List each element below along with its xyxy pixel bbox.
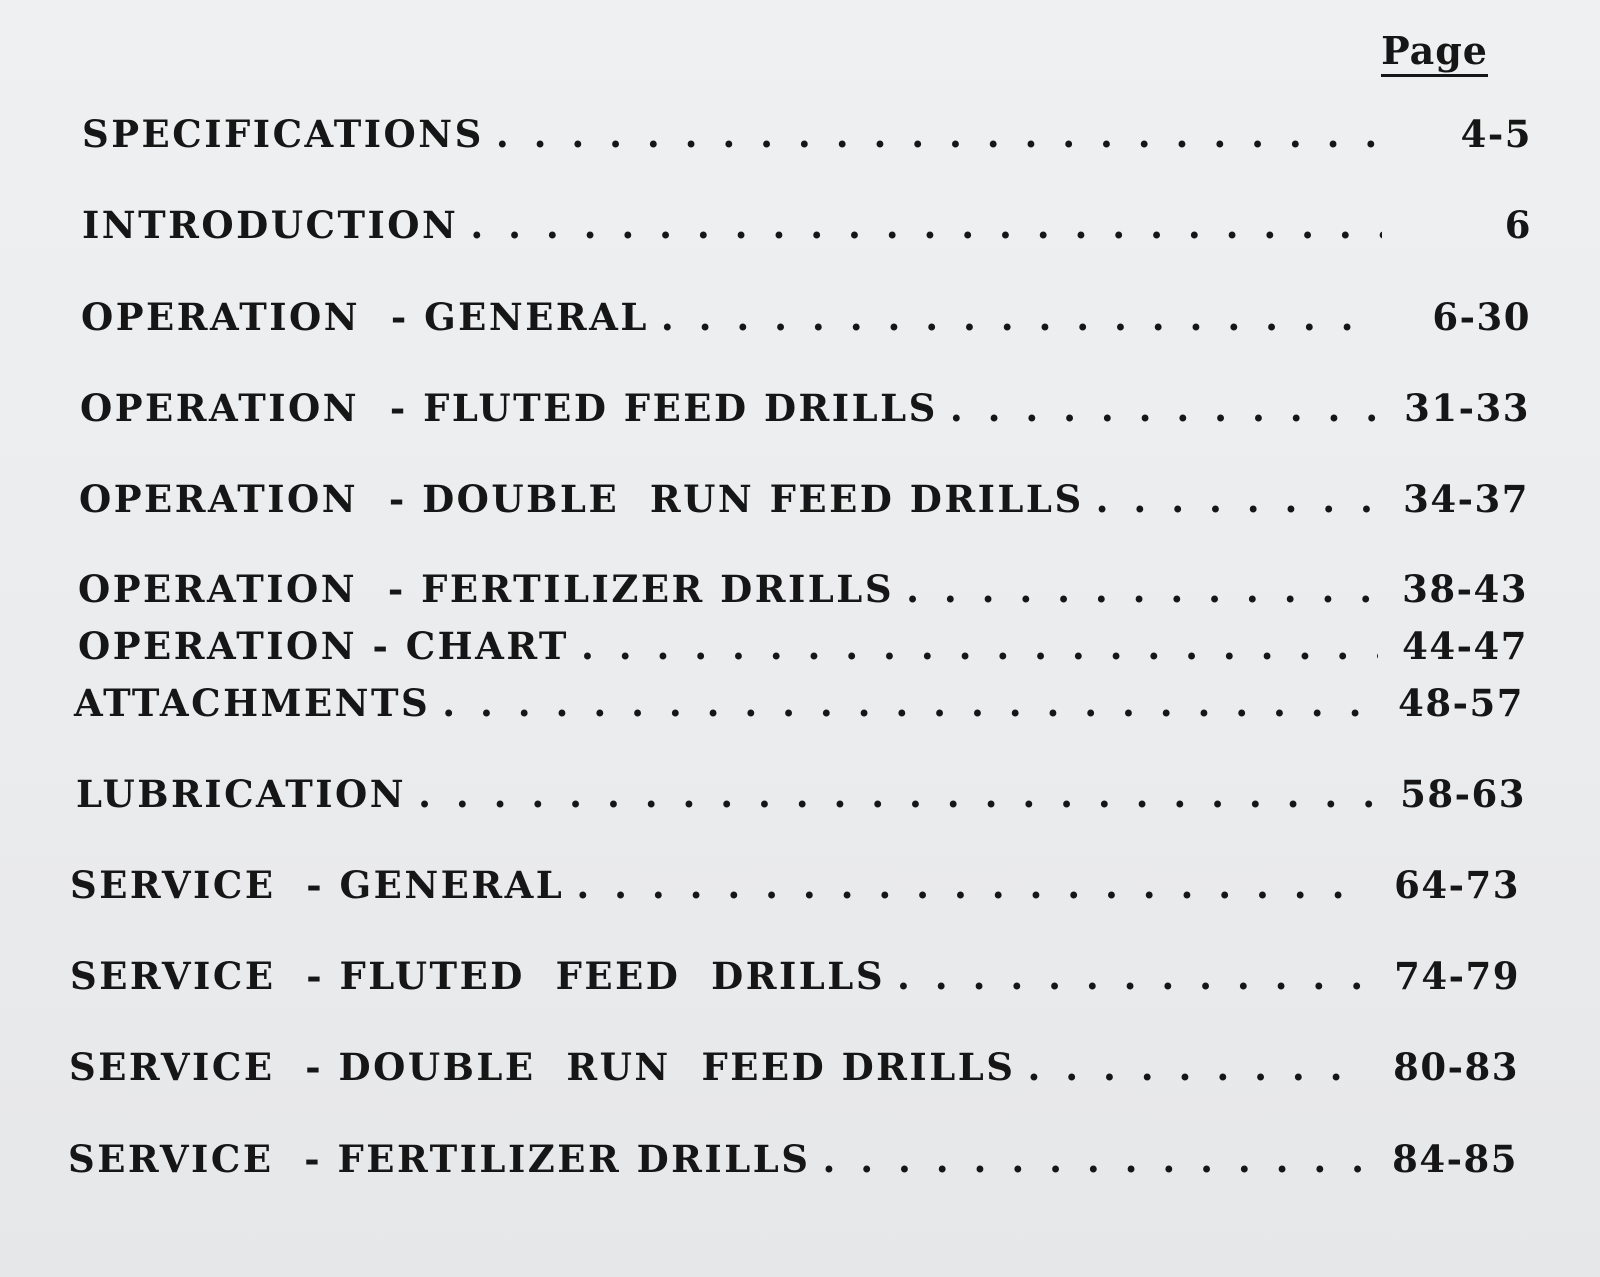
toc-entry-title: OPERATION - CHART: [78, 624, 569, 668]
toc-entry-operation-chart: [78, 624, 1528, 674]
dot-leader: [1096, 477, 1379, 521]
toc-entry-title: SERVICE - FLUTED FEED DRILLS: [70, 954, 886, 998]
toc-entry-attachments: [74, 681, 1524, 731]
toc-entry-lubrication: [76, 772, 1526, 822]
dot-leader: [470, 203, 1382, 247]
toc-entry-title: OPERATION - FLUTED FEED DRILLS: [80, 386, 938, 430]
toc-entry-service-general: [70, 863, 1520, 913]
toc-entry-page: 64-73: [1394, 863, 1520, 907]
toc-entry-specifications: [82, 112, 1532, 162]
dot-leader: [418, 772, 1376, 816]
toc-entry-title: ATTACHMENTS: [74, 681, 431, 725]
toc-entry-page: 31-33: [1404, 386, 1530, 430]
dot-leader: [442, 681, 1374, 725]
toc-entry-title: OPERATION - GENERAL: [81, 295, 649, 339]
toc-entry-service-fluted-feed-drills: [70, 954, 1520, 1004]
toc-entry-title: SERVICE - GENERAL: [70, 863, 565, 907]
toc-entry-operation-general: [81, 295, 1531, 345]
page-column-header: Page: [1381, 30, 1488, 77]
dot-leader: [661, 295, 1381, 339]
toc-entry-introduction: [82, 203, 1532, 253]
toc-entry-page: 38-43: [1402, 567, 1528, 611]
toc-entry-page: 58-63: [1400, 772, 1526, 816]
toc-entry-operation-fertilizer-drills: [78, 567, 1528, 617]
dot-leader: [823, 1137, 1369, 1181]
toc-entry-page: 48-57: [1398, 681, 1524, 725]
toc-entry-title: INTRODUCTION: [82, 203, 459, 247]
dot-leader: [581, 624, 1378, 668]
toc-entry-title: OPERATION - DOUBLE RUN FEED DRILLS: [79, 477, 1084, 521]
toc-entry-title: SERVICE - FERTILIZER DRILLS: [68, 1137, 811, 1181]
dot-leader: [906, 567, 1378, 611]
dot-leader: [950, 386, 1380, 430]
dot-leader: [1028, 1045, 1370, 1089]
toc-entry-service-fertilizer-drills: [68, 1137, 1518, 1187]
dot-leader: [576, 863, 1370, 907]
toc-entry-page: 6: [1504, 203, 1532, 247]
toc-entry-title: LUBRICATION: [76, 772, 407, 816]
toc-entry-page: 84-85: [1392, 1137, 1518, 1181]
toc-entry-page: 44-47: [1402, 624, 1528, 668]
toc-entry-title: OPERATION - FERTILIZER DRILLS: [78, 567, 895, 611]
toc-entry-operation-double-run-feed-drills: [79, 477, 1529, 527]
toc-entry-service-double-run-feed-drills: [69, 1045, 1519, 1095]
toc-entry-page: 74-79: [1394, 954, 1520, 998]
toc-entry-title: SPECIFICATIONS: [82, 112, 484, 156]
toc-entry-operation-fluted-feed-drills: [80, 386, 1530, 436]
toc-entry-page: 6-30: [1432, 295, 1531, 339]
toc-entry-page: 34-37: [1403, 477, 1529, 521]
toc-entry-page: 80-83: [1393, 1045, 1519, 1089]
toc-entry-title: SERVICE - DOUBLE RUN FEED DRILLS: [69, 1045, 1016, 1089]
dot-leader: [496, 112, 1382, 156]
toc-entry-page: 4-5: [1460, 112, 1532, 156]
dot-leader: [897, 954, 1370, 998]
